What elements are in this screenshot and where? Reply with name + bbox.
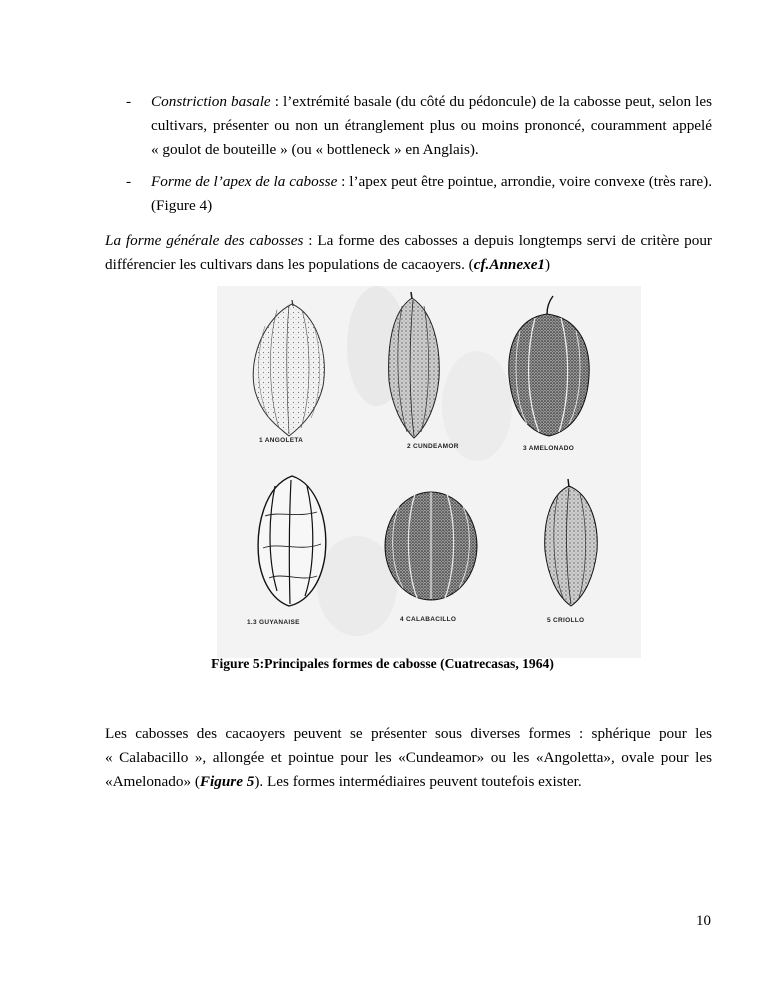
- term-constriction-basale: Constriction basale: [151, 93, 271, 110]
- conclusion-paragraph: Les cabosses des cacaoyers peuvent se présenter sous diverses formes : sphérique pour les « Calabacillo », allongée et pointue pour les «Cundeamor» ou les «Angoletta», ovale pour les «Amelonado» (Figure 5). Les formes intermédiaires peuvent toutefois exister.: [105, 725, 712, 790]
- term-forme-apex: Forme de l’apex de la cabosse: [151, 173, 338, 190]
- bullet-dash: -: [126, 93, 132, 110]
- bullet-dash: -: [126, 173, 132, 190]
- cabosse-shapes-figure: [217, 286, 641, 658]
- label-criollo: 5 CRIOLLO: [547, 617, 585, 624]
- pod-criollo: [545, 479, 598, 606]
- label-amelonado: 3 AMELONADO: [523, 445, 575, 452]
- label-calabacillo: 4 CALABACILLO: [400, 616, 457, 623]
- label-guyanaise: 1.3 GUYANAISE: [247, 619, 300, 626]
- intro-paragraph: La forme générale des cabosses : La forme des cabosses a depuis longtemps servi de critère pour différencier les cultivars dans les populations de cacaoyers. (cf.Annexe1): [105, 232, 712, 273]
- bullet-forme-apex: Forme de l’apex de la cabosse : l’apex peut être pointue, arrondie, voire convexe (très rare). (Figure 4): [151, 173, 712, 214]
- bullet-constriction-basale: Constriction basale : l’extrémité basale (du côté du pédoncule) de la cabosse peut, selon les cultivars, présenter ou non un étranglement plus ou moins prononcé, couramment appelé « goulot de bouteille » (ou « bottleneck » en Anglais).: [151, 93, 712, 158]
- annexe-reference[interactable]: cf.Annexe1: [473, 256, 546, 273]
- figure-5-reference[interactable]: Figure 5: [199, 773, 255, 790]
- page-number: 10: [696, 913, 711, 929]
- pod-angoleta: [253, 300, 324, 436]
- pod-guyanaise: [258, 476, 326, 606]
- label-angoleta: 1 ANGOLETA: [259, 437, 304, 444]
- pod-calabacillo: [385, 492, 477, 600]
- term-forme-generale: La forme générale des cabosses: [105, 232, 304, 249]
- pod-amelonado: [509, 296, 589, 436]
- figure-caption: Figure 5:Principales formes de cabosse (Cuatrecasas, 1964): [211, 656, 554, 671]
- label-cundeamor: 2 CUNDEAMOR: [407, 443, 459, 450]
